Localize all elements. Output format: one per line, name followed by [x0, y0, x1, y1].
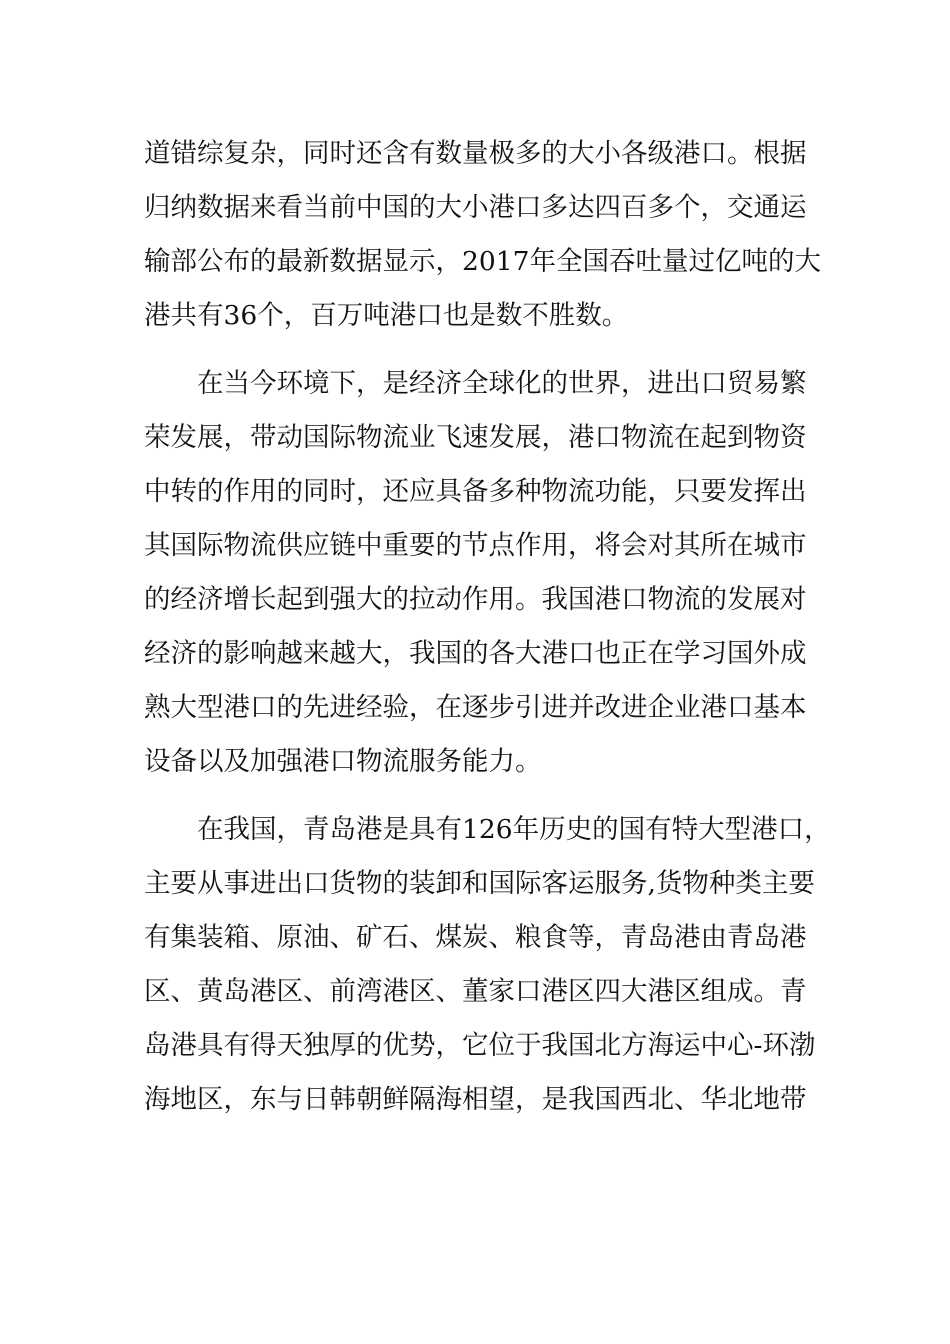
paragraph-line: 在当今环境下，是经济全球化的世界，进出口贸易繁	[197, 368, 807, 399]
paragraph-line: 经济的影响越来越大，我国的各大港口也正在学习国外成	[144, 638, 807, 669]
paragraph-2	[144, 357, 814, 789]
paragraph-gap	[144, 789, 814, 803]
paragraph-line: 其国际物流供应链中重要的节点作用，将会对其所在城市	[144, 530, 807, 561]
paragraph-line: 区、黄岛港区、前湾港区、董家口港区四大港区组成。青	[144, 976, 807, 1007]
paragraph-line: 岛港具有得天独厚的优势，它位于我国北方海运中心-环渤	[144, 1030, 816, 1061]
paragraph-line: 熟大型港口的先进经验，在逐步引进并改进企业港口基本	[144, 692, 807, 723]
document-body	[144, 127, 831, 1127]
paragraph-line: 荣发展，带动国际物流业飞速发展，港口物流在起到物资	[144, 422, 807, 453]
paragraph-line: 道错综复杂，同时还含有数量极多的大小各级港口。根据	[144, 138, 807, 169]
paragraph-3	[144, 803, 831, 1127]
paragraph-line: 港共有36个，百万吨港口也是数不胜数。	[144, 300, 629, 331]
paragraph-line: 归纳数据来看当前中国的大小港口多达四百多个，交通运	[144, 192, 807, 223]
paragraph-gap	[144, 343, 814, 357]
paragraph-line: 的经济增长起到强大的拉动作用。我国港口物流的发展对	[144, 584, 807, 615]
paragraph-line: 主要从事进出口货物的装卸和国际客运服务,货物种类主要	[144, 868, 815, 899]
paragraph-line: 有集装箱、原油、矿石、煤炭、粮食等，青岛港由青岛港	[144, 922, 807, 953]
paragraph-line: 海地区，东与日韩朝鲜隔海相望，是我国西北、华北地带	[144, 1084, 807, 1115]
paragraph-line: 中转的作用的同时，还应具备多种物流功能，只要发挥出	[144, 476, 807, 507]
paragraph-line: 输部公布的最新数据显示，2017年全国吞吐量过亿吨的大	[144, 246, 821, 277]
paragraph-1	[144, 127, 821, 343]
paragraph-line: 设备以及加强港口物流服务能力。	[144, 746, 542, 777]
paragraph-line: 在我国，青岛港是具有126年历史的国有特大型港口，	[197, 814, 831, 845]
